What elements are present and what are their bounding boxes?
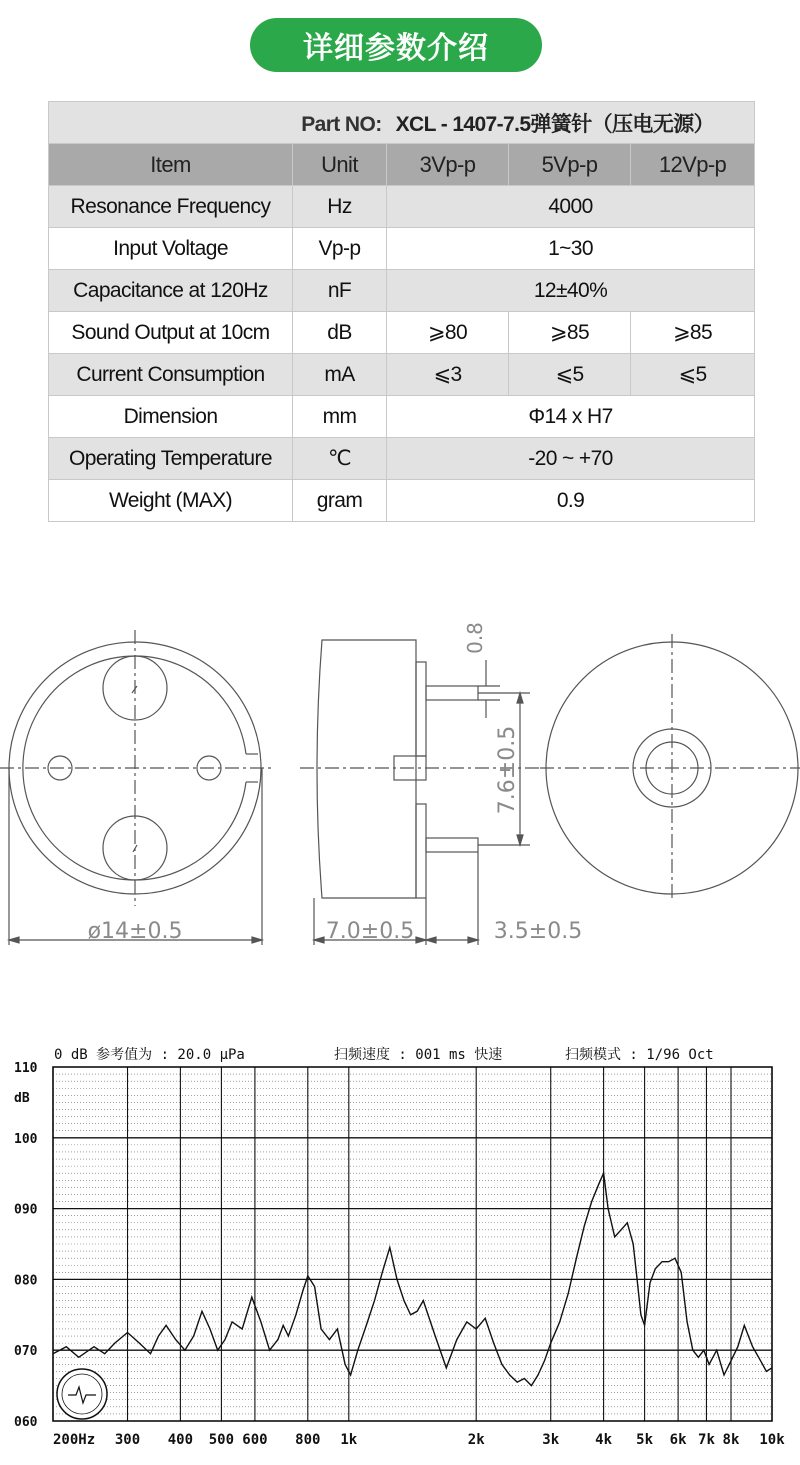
y-tick-label: 060 <box>14 1415 38 1430</box>
minor-grid <box>53 1074 772 1414</box>
value-cell: 1~30 <box>387 228 755 270</box>
x-tick-label: 1k <box>340 1432 358 1448</box>
pin-bottom <box>426 838 478 852</box>
unit-cell: mA <box>293 354 387 396</box>
section-title: 详细参数介绍 <box>250 18 542 72</box>
unit-cell: nF <box>293 270 387 312</box>
table-row <box>49 438 755 480</box>
x-tick-label: 6k <box>669 1432 687 1448</box>
x-tick-label: 500 <box>208 1432 235 1448</box>
item-cell: Weight (MAX) <box>49 480 293 522</box>
x-tick-label: 300 <box>114 1432 141 1448</box>
x-tick-label: 8k <box>722 1432 740 1448</box>
dimension-drawing <box>0 600 800 970</box>
value-cell: ⩾80 <box>387 312 509 354</box>
table-row <box>49 354 755 396</box>
y-tick-label: 080 <box>14 1273 38 1289</box>
item-cell: Dimension <box>49 396 293 438</box>
column-header: 3Vp-p <box>387 144 509 186</box>
column-header: Item <box>49 144 293 186</box>
x-tick-labels <box>53 1432 785 1448</box>
item-cell: Capacitance at 120Hz <box>49 270 293 312</box>
value-cell: Φ14 x H7 <box>387 396 755 438</box>
table-header-row <box>49 144 755 186</box>
chart-header-right: 扫频模式 : 1/96 Oct <box>565 1047 714 1063</box>
y-tick-label: 100 <box>14 1131 38 1147</box>
value-cell: 12±40% <box>387 270 755 312</box>
frequency-response-chart <box>0 1040 800 1455</box>
part-number-value: XCL - 1407-7.5弹簧针（压电无源） <box>395 112 715 136</box>
x-tick-label: 10k <box>759 1432 785 1448</box>
item-cell: Resonance Frequency <box>49 186 293 228</box>
side-terminal <box>416 662 426 756</box>
value-cell: ⩽5 <box>509 354 631 396</box>
x-tick-label: 3k <box>542 1432 560 1448</box>
x-tick-label: 2k <box>467 1432 485 1448</box>
item-cell: Current Consumption <box>49 354 293 396</box>
item-cell: Input Voltage <box>49 228 293 270</box>
table-row <box>49 186 755 228</box>
value-cell: -20 ~ +70 <box>387 438 755 480</box>
unit-cell: gram <box>293 480 387 522</box>
y-tick-labels <box>14 1061 38 1430</box>
table-row <box>49 312 755 354</box>
table-row <box>49 396 755 438</box>
x-tick-label: 4k <box>595 1432 613 1448</box>
chart-header-left: 0 dB 参考值为 : 20.0 μPa <box>54 1047 245 1063</box>
y-tick-label: 110 <box>14 1061 38 1076</box>
major-grid <box>53 1067 772 1421</box>
table-row <box>49 228 755 270</box>
side-body <box>317 640 416 898</box>
item-cell: Sound Output at 10cm <box>49 312 293 354</box>
y-tick-label: 070 <box>14 1344 38 1360</box>
table-row <box>49 270 755 312</box>
unit-cell: dB <box>293 312 387 354</box>
pin-top <box>426 686 478 700</box>
pin-length-label: 3.5±0.5 <box>493 919 583 944</box>
y-axis-unit: dB <box>14 1091 30 1106</box>
part-number-label: Part NO: <box>301 112 382 136</box>
value-cell: 0.9 <box>387 480 755 522</box>
diameter-label: ø14±0.5 <box>87 919 183 944</box>
x-tick-label: 600 <box>242 1432 268 1448</box>
column-header: 5Vp-p <box>509 144 631 186</box>
value-cell: ⩽3 <box>387 354 509 396</box>
spec-table <box>48 101 755 522</box>
column-header: 12Vp-p <box>631 144 755 186</box>
pin-diameter-label: 0.8 <box>463 622 487 654</box>
value-cell: ⩾85 <box>509 312 631 354</box>
x-tick-label: 5k <box>636 1432 654 1448</box>
cry-sound-logo <box>57 1369 107 1419</box>
chart-header-mid: 扫频速度 : 001 ms 快速 <box>334 1047 503 1063</box>
x-tick-label: 800 <box>295 1432 321 1448</box>
unit-cell: Hz <box>293 186 387 228</box>
plot-frame <box>53 1067 772 1421</box>
x-tick-label: 200Hz <box>53 1432 96 1448</box>
part-number-cell <box>49 102 755 144</box>
unit-cell: Vp-p <box>293 228 387 270</box>
unit-cell: mm <box>293 396 387 438</box>
unit-cell: ℃ <box>293 438 387 480</box>
value-cell: ⩽5 <box>631 354 755 396</box>
part-number-row <box>49 102 755 144</box>
x-tick-label: 7k <box>698 1432 715 1448</box>
value-cell: 4000 <box>387 186 755 228</box>
height-label: 7.0±0.5 <box>325 919 415 944</box>
y-tick-label: 090 <box>14 1202 38 1218</box>
column-header: Unit <box>293 144 387 186</box>
table-row <box>49 480 755 522</box>
pin-pitch-label: 7.6±0.5 <box>495 725 520 815</box>
x-tick-label: 400 <box>167 1432 194 1448</box>
item-cell: Operating Temperature <box>49 438 293 480</box>
value-cell: ⩾85 <box>631 312 755 354</box>
